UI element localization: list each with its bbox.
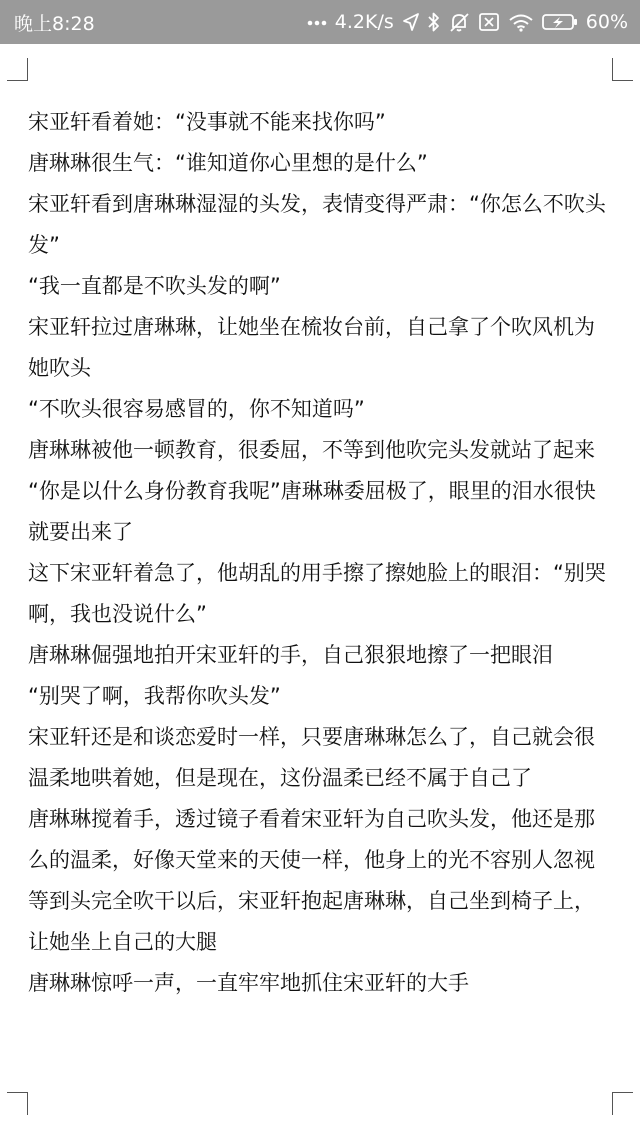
- status-icons: [307, 11, 628, 33]
- paragraph: 这下宋亚轩着急了，他胡乱的用手擦了擦她脸上的眼泪：“别哭啊，我也没说什么”: [28, 561, 606, 626]
- paragraph: “不吹头很容易感冒的，你不知道吗”: [28, 397, 365, 421]
- paragraph: “我一直都是不吹头发的啊”: [28, 274, 281, 298]
- paragraph: 唐琳琳被他一顿教育，很委屈，不等到他吹完头发就站了起来: [28, 438, 595, 462]
- wifi-icon: [508, 12, 534, 32]
- sim-off-icon: [478, 12, 500, 32]
- more-dots-icon: [307, 18, 327, 26]
- page-corner-mark-bottom-left: [7, 1092, 28, 1115]
- mute-bell-icon: [448, 11, 470, 33]
- paragraph: 宋亚轩看到唐琳琳湿湿的头发，表情变得严肃：“你怎么不吹头发”: [28, 192, 606, 257]
- network-speed: 4.2K/s: [334, 11, 394, 33]
- page-corner-mark-bottom-right: [612, 1092, 633, 1115]
- paragraph: 唐琳琳很生气：“谁知道你心里想的是什么”: [28, 151, 428, 175]
- page-corner-mark-top-left: [7, 58, 28, 81]
- paragraph: 宋亚轩看着她：“没事就不能来找你吗”: [28, 110, 386, 134]
- paragraph: 唐琳琳惊呼一声，一直牢牢地抓住宋亚轩的大手: [28, 971, 469, 995]
- status-time: 晚上8:28: [14, 12, 95, 35]
- paragraph: 等到头完全吹干以后，宋亚轩抱起唐琳琳，自己坐到椅子上，让她坐上自己的大腿: [28, 889, 595, 954]
- paragraph: 宋亚轩还是和谈恋爱时一样，只要唐琳琳怎么了，自己就会很温柔地哄着她，但是现在，这份温柔已经不属于自己了: [28, 725, 595, 790]
- paragraph: 唐琳琳搅着手，透过镜子看着宋亚轩为自己吹头发，他还是那么的温柔，好像天堂来的天使一样，他身上的光不容别人忽视: [28, 807, 595, 872]
- status-bar: [0, 0, 640, 44]
- paragraph: “别哭了啊，我帮你吹头发”: [28, 684, 281, 708]
- document-text: [28, 102, 612, 1004]
- paragraph: 宋亚轩拉过唐琳琳，让她坐在梳妆台前，自己拿了个吹风机为她吹头: [28, 315, 595, 380]
- paragraph: 唐琳琳倔强地拍开宋亚轩的手，自己狠狠地擦了一把眼泪: [28, 643, 553, 667]
- paragraph: “你是以什么身份教育我呢”唐琳琳委屈极了，眼里的泪水很快就要出来了: [28, 479, 596, 544]
- bluetooth-icon: [428, 11, 440, 33]
- battery-charging-icon: [542, 13, 578, 31]
- battery-percent: 60%: [585, 11, 628, 33]
- location-arrow-icon: [402, 12, 420, 32]
- page-corner-mark-top-right: [612, 58, 633, 81]
